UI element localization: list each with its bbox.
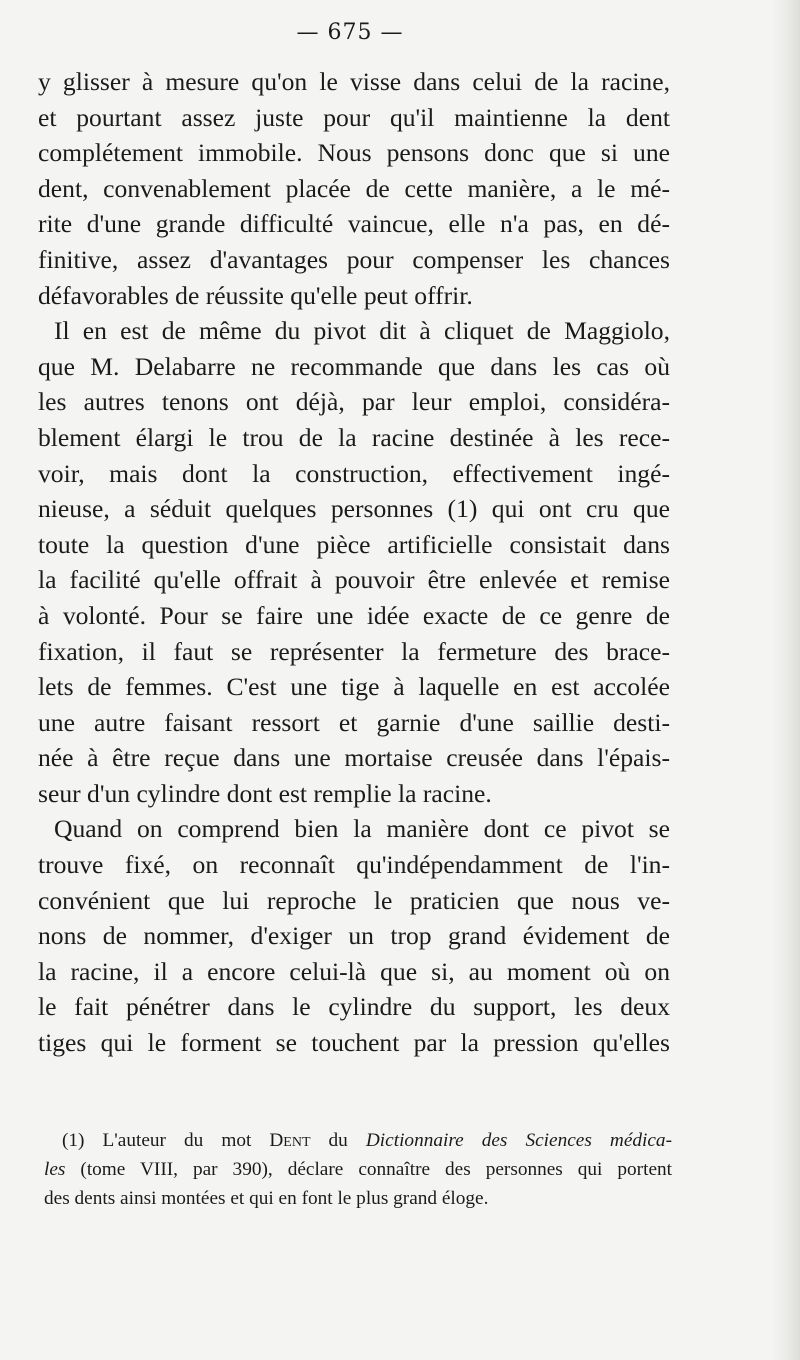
- text-line: convénient que lui reproche le praticien que nous ve-: [38, 885, 670, 915]
- text-line: la racine, il a encore celui-là que si, au moment où on: [38, 956, 670, 986]
- footnote: [44, 1126, 672, 1213]
- page-edge-shadow: [772, 0, 800, 1360]
- text-line: rite d'une grande difficulté vaincue, elle n'a pas, en dé-: [38, 209, 670, 239]
- text-line: nieuse, a séduit quelques personnes (1) qui ont cru que: [38, 494, 670, 524]
- footnote-italic: les: [44, 1159, 66, 1180]
- text-line: la facilité qu'elle offrait à pouvoir être enlevée et remise: [38, 565, 670, 595]
- text-line: née à être reçue dans une mortaise creusée dans l'épais-: [38, 743, 670, 773]
- text-line: seur d'un cylindre dont est remplie la racine.: [38, 778, 492, 808]
- footnote-text: (tome VIII, par 390), déclare connaître des personnes qui portent: [65, 1159, 672, 1180]
- text-line: blement élargi le trou de la racine destinée à les rece-: [38, 422, 670, 452]
- footnote-line: des dents ainsi montées et qui en font le plus grand éloge.: [44, 1188, 489, 1209]
- text-line: finitive, assez d'avantages pour compenser les chances: [38, 244, 670, 274]
- text-line: le fait pénétrer dans le cylindre du support, les deux: [38, 992, 670, 1022]
- text-line: les autres tenons ont déjà, par leur emploi, considéra-: [38, 387, 670, 417]
- text-line: tiges qui le forment se touchent par la pression qu'elles: [38, 1028, 670, 1058]
- text-line: Quand on comprend bien la manière dont ce pivot se: [54, 814, 670, 844]
- text-line: à volonté. Pour se faire une idée exacte de ce genre de: [38, 600, 670, 630]
- text-line: complétement immobile. Nous pensons donc que si une: [38, 138, 670, 168]
- footnote-italic: Dictionnaire des Sciences médica-: [365, 1130, 672, 1151]
- text-line: et pourtant assez juste pour qu'il maintienne la dent: [38, 102, 670, 132]
- text-line: que M. Delabarre ne recommande que dans les cas où: [38, 351, 670, 381]
- text-line: défavorables de réussite qu'elle peut offrir.: [38, 280, 473, 310]
- footnote-text: (1) L'auteur du mot: [62, 1130, 270, 1151]
- footnote-smallcaps: Dent: [269, 1130, 311, 1151]
- page-number: — 675 —: [296, 20, 404, 45]
- footnote-line: [44, 1155, 672, 1184]
- text-line: une autre faisant ressort et garnie d'une saillie desti-: [38, 707, 670, 737]
- footnote-text: du: [310, 1130, 366, 1151]
- text-line: toute la question d'une pièce artificielle consistait dans: [38, 529, 670, 559]
- footnote-line: [44, 1126, 672, 1155]
- body-text: [38, 64, 670, 1061]
- text-line: trouve fixé, on reconnaît qu'indépendamment de l'in-: [38, 850, 670, 880]
- text-line: Il en est de même du pivot dit à cliquet de Maggiolo,: [54, 316, 670, 346]
- text-line: nons de nommer, d'exiger un trop grand évidement de: [38, 921, 670, 951]
- text-line: lets de femmes. C'est une tige à laquelle en est accolée: [38, 672, 670, 702]
- text-line: dent, convenablement placée de cette manière, a le mé-: [38, 173, 670, 203]
- text-line: fixation, il faut se représenter la fermeture des brace-: [38, 636, 670, 666]
- text-line: voir, mais dont la construction, effectivement ingé-: [38, 458, 670, 488]
- text-line: y glisser à mesure qu'on le visse dans celui de la racine,: [38, 67, 670, 96]
